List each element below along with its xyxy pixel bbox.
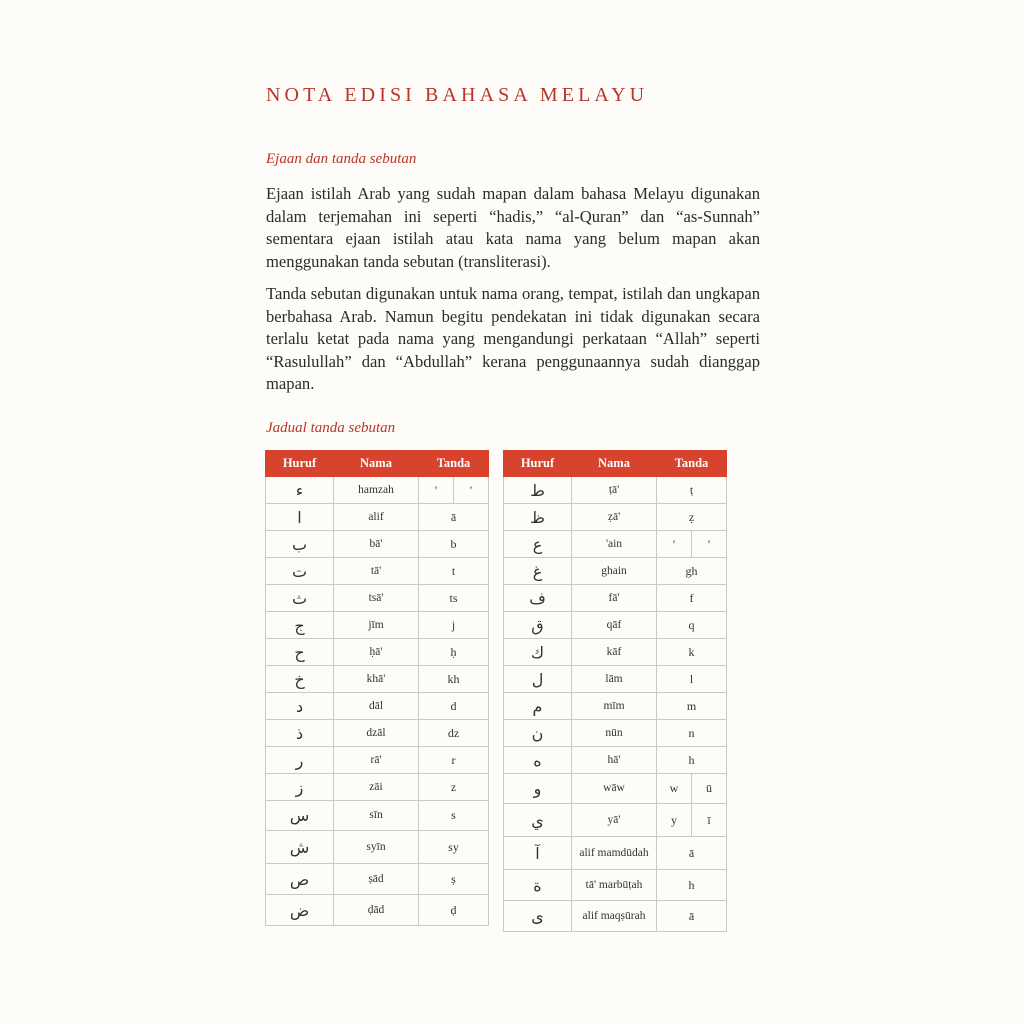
transliteration-mark: j	[419, 612, 489, 639]
table-row	[504, 504, 727, 531]
letter-name: alif mamdūdah	[572, 837, 657, 870]
transliteration-mark: ẓ	[657, 504, 727, 531]
arabic-letter: س	[266, 801, 334, 831]
table-row	[504, 585, 727, 612]
arabic-letter: ى	[504, 901, 572, 932]
table-row	[266, 639, 489, 666]
table-row	[266, 747, 489, 774]
letter-name: tā'	[334, 558, 419, 585]
transliteration-mark: m	[657, 693, 727, 720]
letter-name: ḥā'	[334, 639, 419, 666]
letter-name: fā'	[572, 585, 657, 612]
transliteration-mark: k	[657, 639, 727, 666]
letter-name: qāf	[572, 612, 657, 639]
transliteration-mark: y	[657, 804, 692, 837]
arabic-letter: ي	[504, 804, 572, 837]
arabic-letter: ظ	[504, 504, 572, 531]
arabic-letter: ك	[504, 639, 572, 666]
letter-name: ẓā'	[572, 504, 657, 531]
transliteration-mark: ḍ	[419, 895, 489, 926]
letter-name: zāi	[334, 774, 419, 801]
transliteration-mark: '	[657, 531, 692, 558]
table-row	[504, 639, 727, 666]
table-row	[504, 693, 727, 720]
table-row	[504, 612, 727, 639]
table-row	[266, 831, 489, 864]
letter-name: rā'	[334, 747, 419, 774]
header-nama: Nama	[334, 451, 419, 477]
letter-name: kāf	[572, 639, 657, 666]
letter-name: mīm	[572, 693, 657, 720]
transliteration-table-right	[503, 450, 727, 932]
transliteration-mark: ṭ	[657, 477, 727, 504]
transliteration-mark: t	[419, 558, 489, 585]
transliteration-mark: b	[419, 531, 489, 558]
transliteration-mark: dz	[419, 720, 489, 747]
arabic-letter: ث	[266, 585, 334, 612]
arabic-letter: ط	[504, 477, 572, 504]
table-row	[266, 666, 489, 693]
arabic-letter: ز	[266, 774, 334, 801]
transliteration-mark: s	[419, 801, 489, 831]
section-label-spelling: Ejaan dan tanda sebutan	[266, 151, 417, 167]
arabic-letter: ق	[504, 612, 572, 639]
arabic-letter: ة	[504, 870, 572, 901]
header-tanda: Tanda	[419, 451, 489, 477]
letter-name: yā'	[572, 804, 657, 837]
letter-name: dāl	[334, 693, 419, 720]
transliteration-mark: '	[454, 477, 489, 504]
transliteration-mark: ṣ	[419, 864, 489, 895]
arabic-letter: ن	[504, 720, 572, 747]
letter-name: tā' marbūṭah	[572, 870, 657, 901]
letter-name: ghain	[572, 558, 657, 585]
letter-name: alif maqṣūrah	[572, 901, 657, 932]
transliteration-mark: ū	[692, 774, 727, 804]
table-row	[504, 531, 727, 558]
table-row	[266, 531, 489, 558]
transliteration-mark: h	[657, 747, 727, 774]
arabic-letter: د	[266, 693, 334, 720]
letter-name: ḍād	[334, 895, 419, 926]
arabic-letter: خ	[266, 666, 334, 693]
arabic-letter: ه	[504, 747, 572, 774]
letter-name: ṭā'	[572, 477, 657, 504]
arabic-letter: ح	[266, 639, 334, 666]
transliteration-mark: d	[419, 693, 489, 720]
transliteration-mark: w	[657, 774, 692, 804]
transliteration-mark: ts	[419, 585, 489, 612]
arabic-letter: ا	[266, 504, 334, 531]
arabic-letter: ف	[504, 585, 572, 612]
transliteration-mark: ḥ	[419, 639, 489, 666]
table-row	[266, 801, 489, 831]
arabic-letter: ب	[266, 531, 334, 558]
transliteration-mark: n	[657, 720, 727, 747]
table-row	[504, 804, 727, 837]
page-title: NOTA EDISI BAHASA MELAYU	[266, 84, 649, 106]
arabic-letter: ع	[504, 531, 572, 558]
table-header-row	[266, 451, 489, 477]
letter-name: sīn	[334, 801, 419, 831]
transliteration-mark: ā	[657, 837, 727, 870]
letter-name: alif	[334, 504, 419, 531]
header-huruf: Huruf	[504, 451, 572, 477]
transliteration-mark: ī	[692, 804, 727, 837]
letter-name: nūn	[572, 720, 657, 747]
arabic-letter: ء	[266, 477, 334, 504]
arabic-letter: ذ	[266, 720, 334, 747]
table-row	[266, 864, 489, 895]
arabic-letter: ص	[266, 864, 334, 895]
arabic-letter: ش	[266, 831, 334, 864]
arabic-letter: ر	[266, 747, 334, 774]
transliteration-mark: ā	[419, 504, 489, 531]
table-row	[266, 693, 489, 720]
transliteration-table-left	[265, 450, 489, 926]
header-nama: Nama	[572, 451, 657, 477]
transliteration-mark: kh	[419, 666, 489, 693]
transliteration-mark: ā	[657, 901, 727, 932]
table-body-left	[266, 477, 489, 926]
transliteration-mark: f	[657, 585, 727, 612]
table-row	[266, 774, 489, 801]
transliteration-mark: h	[657, 870, 727, 901]
arabic-letter: م	[504, 693, 572, 720]
transliteration-mark: '	[692, 531, 727, 558]
letter-name: ṣād	[334, 864, 419, 895]
transliteration-mark: z	[419, 774, 489, 801]
arabic-letter: ض	[266, 895, 334, 926]
table-row	[266, 558, 489, 585]
table-row	[266, 720, 489, 747]
letter-name: dzāl	[334, 720, 419, 747]
letter-name: wāw	[572, 774, 657, 804]
arabic-letter: آ	[504, 837, 572, 870]
arabic-letter: و	[504, 774, 572, 804]
arabic-letter: ت	[266, 558, 334, 585]
letter-name: hamzah	[334, 477, 419, 504]
transliteration-mark: sy	[419, 831, 489, 864]
arabic-letter: غ	[504, 558, 572, 585]
table-row	[504, 901, 727, 932]
transliteration-mark: gh	[657, 558, 727, 585]
arabic-letter: ل	[504, 666, 572, 693]
table-row	[266, 585, 489, 612]
transliteration-mark: l	[657, 666, 727, 693]
table-row	[266, 895, 489, 926]
letter-name: 'ain	[572, 531, 657, 558]
section-label-table: Jadual tanda sebutan	[266, 420, 396, 436]
header-huruf: Huruf	[266, 451, 334, 477]
arabic-letter: ج	[266, 612, 334, 639]
letter-name: lām	[572, 666, 657, 693]
table-row	[266, 612, 489, 639]
letter-name: hā'	[572, 747, 657, 774]
table-row	[504, 666, 727, 693]
table-row	[266, 477, 489, 504]
paragraph-spelling: Ejaan istilah Arab yang sudah mapan dalam bahasa Melayu digunakan dalam terjemahan ini seperti “hadis,” “al-Quran” dan “as-Sunnah” sementara ejaan istilah atau kata nama yang belum mapan akan menggunakan tanda sebutan (transliterasi).	[266, 184, 760, 271]
header-tanda: Tanda	[657, 451, 727, 477]
transliteration-mark: '	[419, 477, 454, 504]
table-row	[504, 774, 727, 804]
table-row	[504, 870, 727, 901]
transliteration-mark: r	[419, 747, 489, 774]
letter-name: bā'	[334, 531, 419, 558]
letter-name: jīm	[334, 612, 419, 639]
table-header-row	[504, 451, 727, 477]
letter-name: syīn	[334, 831, 419, 864]
table-row	[504, 477, 727, 504]
table-row	[504, 837, 727, 870]
letter-name: khā'	[334, 666, 419, 693]
table-row	[504, 720, 727, 747]
table-row	[504, 747, 727, 774]
table-body-right	[504, 477, 727, 932]
letter-name: tsā'	[334, 585, 419, 612]
paragraph-transliteration: Tanda sebutan digunakan untuk nama orang, tempat, istilah dan ungkapan berbahasa Arab. Namun begitu pendekatan ini tidak digunakan secara terlalu ketat pada nama yang mengandungi perkataan “Allah” seperti “Rasulullah” dan “Abdullah” kerana penggunaannya sudah dianggap mapan.	[266, 284, 760, 394]
table-row	[266, 504, 489, 531]
transliteration-mark: q	[657, 612, 727, 639]
table-row	[504, 558, 727, 585]
